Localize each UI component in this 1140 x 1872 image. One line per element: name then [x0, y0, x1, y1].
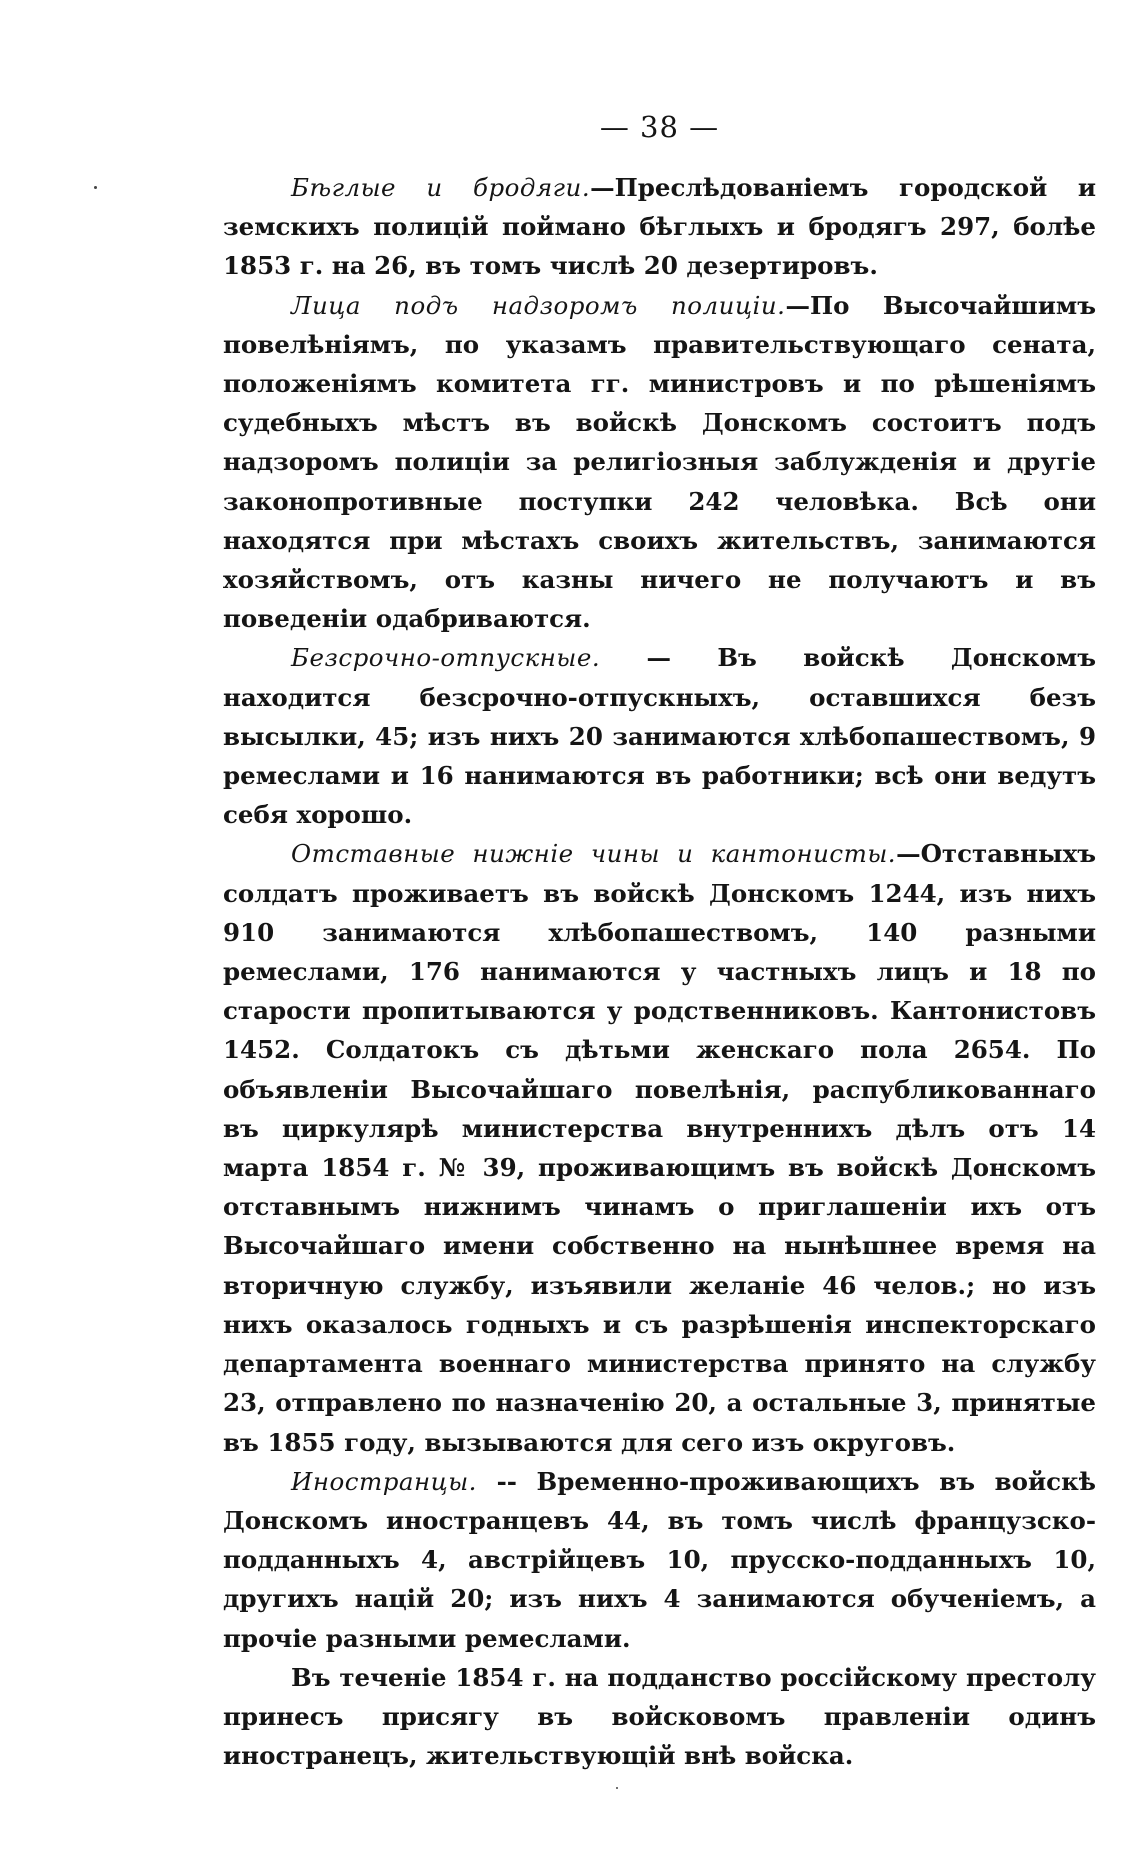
paragraph-indefinite-leave — [223, 638, 1096, 834]
paragraph-supervised-persons — [223, 286, 1096, 639]
section-heading: Лица подъ надзоромъ полиціи. — [291, 290, 786, 320]
document-page — [223, 108, 1096, 1775]
section-heading: Безсрочно-отпускные. — [291, 643, 601, 673]
heading-separator: — — [600, 643, 718, 673]
paragraph-retired-ranks — [223, 834, 1096, 1461]
scan-speck-left — [94, 186, 97, 189]
paragraph-text: Отставныхъ солдатъ проживаетъ въ войскѣ Донскомъ 1244, изъ нихъ 910 занимаются хлѣбопашествомъ, 140 разными ремеслами, 176 нанимаются у частныхъ лицъ и 18 по старости пропитываются у родственниковъ. Кантонистовъ 1452. Солдатокъ съ дѣтьми женскаго пола 2654. По объявленіи Высочайшаго повелѣнія, распубликованнаго въ циркулярѣ министерства внутреннихъ дѣлъ отъ 14 марта 1854 г. № 39, проживающимъ въ войскѣ Донскомъ отставнымъ нижнимъ чинамъ о приглашеніи ихъ отъ Высочайшаго имени собственно на нынѣшнее время на вторичную службу, изъявили желаніе 46 челов.; но изъ нихъ оказалось годныхъ и съ разрѣшенія инспекторскаго департамента военнаго министерства принято на службу 23, отправлено по назначенію 20, а остальные 3, принятые въ 1855 году, вызываются для сего изъ округовъ. — [223, 839, 1096, 1457]
page-number: — 38 — — [599, 110, 720, 144]
heading-separator: — — [590, 173, 615, 202]
paragraph-fugitives — [223, 168, 1096, 286]
heading-separator: — — [785, 290, 810, 320]
section-heading: Бѣглые и бродяги. — [291, 173, 591, 202]
paragraph-oath — [223, 1658, 1096, 1776]
paragraph-text: Преслѣдованіемъ городской и земскихъ полицій поймано бѣглыхъ и бродягъ 297, болѣе 1853 г. на 26, въ томъ числѣ 20 дезертировъ. — [223, 173, 1096, 281]
paragraph-text: Въ войскѣ Донскомъ находится безсрочно-отпускныхъ, оставшихся безъ высылки, 45; изъ нихъ 20 занимаются хлѣбопашествомъ, 9 ремеслами и 16 нанимаются въ работники; всѣ они ведутъ себя хорошо. — [223, 643, 1096, 830]
paragraph-text: Временно-проживающихъ въ войскѣ Донскомъ иностранцевъ 44, въ томъ числѣ французско-подданныхъ 4, австрійцевъ 10, прусско-подданныхъ 10, другихъ націй 20; изъ нихъ 4 занимаются обученіемъ, а прочіе разными ремеслами. — [223, 1466, 1096, 1653]
scan-speck-bottom — [616, 1787, 618, 1789]
heading-separator: — — [896, 839, 921, 869]
section-heading: Отставные нижніе чины и кантонисты. — [291, 839, 897, 869]
paragraph-foreigners — [223, 1462, 1096, 1658]
section-heading: Иностранцы. — [291, 1466, 477, 1496]
paragraph-text: Въ теченіе 1854 г. на подданство россійскому престолу принесъ присягу въ войсковомъ правленіи одинъ иностранецъ, жительствующій внѣ войска. — [223, 1662, 1096, 1771]
paragraph-text: По Высочайшимъ повелѣніямъ, по указамъ правительствующаго сената, положеніямъ комитета гг. министровъ и по рѣшеніямъ судебныхъ мѣстъ въ войскѣ Донскомъ состоитъ подъ надзоромъ полиціи за религіозныя заблужденія и другіе законопротивные поступки 242 человѣка. Всѣ они находятся при мѣстахъ своихъ жительствъ, занимаются хозяйствомъ, отъ казны ничего не получаютъ и въ поведеніи одабриваются. — [223, 290, 1096, 634]
heading-separator: -- — [476, 1466, 537, 1496]
